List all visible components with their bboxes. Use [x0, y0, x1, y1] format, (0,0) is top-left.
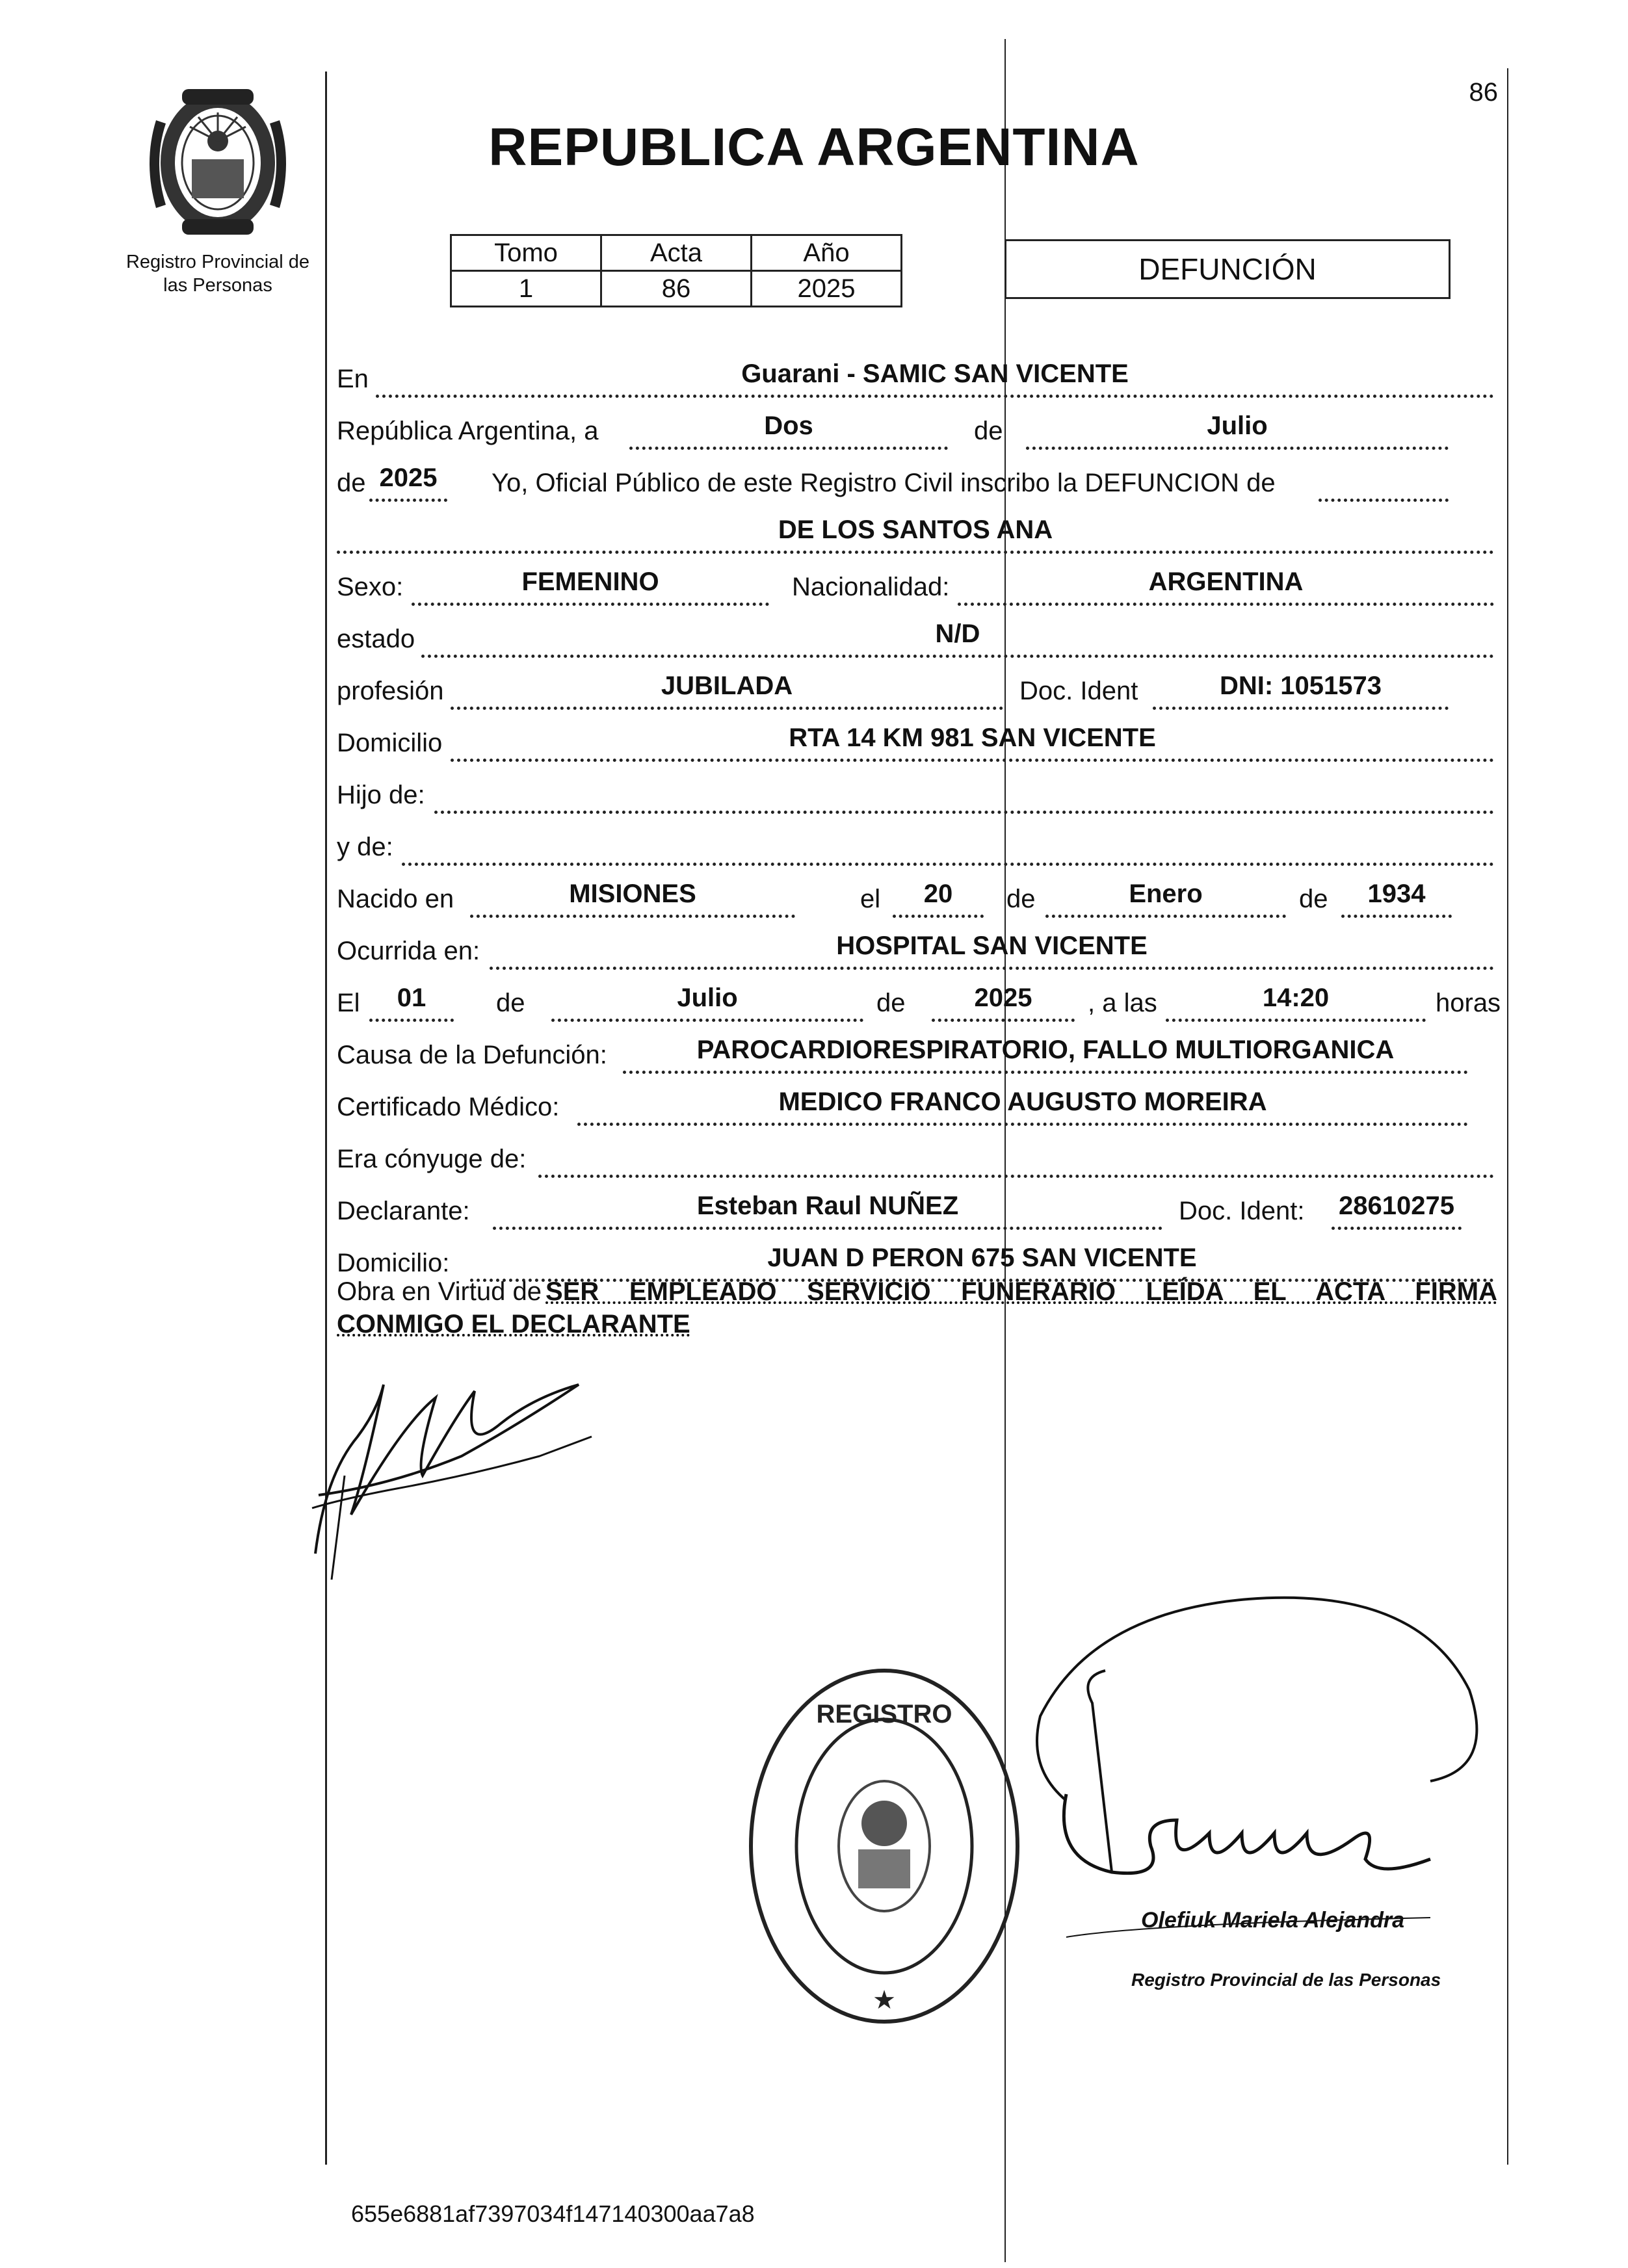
date-row [337, 411, 1494, 450]
declarant-row [337, 1191, 1494, 1230]
officer-signature-icon [1014, 1573, 1482, 1963]
occurred-field: HOSPITAL SAN VICENTE [490, 933, 1494, 970]
declarant-doc-label: Doc. Ident: [1179, 1197, 1305, 1225]
civil-status-label: estado [337, 625, 415, 653]
civil-status-field: N/D [421, 621, 1494, 658]
occurred-label: Ocurrida en: [337, 937, 480, 965]
death-el-label: El [337, 989, 360, 1017]
born-year-field: 1934 [1341, 881, 1452, 918]
cause-row [337, 1035, 1494, 1074]
death-date-row [337, 983, 1501, 1022]
nationality-label: Nacionalidad: [792, 573, 950, 601]
spouse-field [538, 1141, 1494, 1178]
left-margin-rule [325, 72, 327, 2165]
occurred-row [337, 931, 1494, 970]
declarant-signature-icon [306, 1346, 605, 1593]
record-table [450, 234, 902, 307]
born-label: Nacido en [337, 885, 454, 913]
year-row [337, 463, 1494, 502]
and-of-field [402, 829, 1494, 866]
address-label: Domicilio [337, 729, 443, 757]
day-field: Dos [629, 413, 948, 450]
officer-registry-stamp: Registro Provincial de las Personas [1131, 1970, 1441, 1990]
born-de1-label: de [1006, 885, 1036, 913]
year-field: 2025 [369, 465, 447, 502]
cause-label: Causa de la Defunción: [337, 1041, 607, 1069]
civil-status-row [337, 619, 1494, 658]
death-day-field: 01 [369, 985, 454, 1022]
month-field: Julio [1026, 413, 1449, 450]
place-label: En [337, 365, 369, 393]
acta-value: 86 [601, 271, 752, 307]
document-hash-code: 655e6881af7397034f147140300aa7a8 [351, 2200, 755, 2227]
document-type-box: DEFUNCIÓN [1004, 239, 1451, 299]
profession-label: profesión [337, 677, 444, 705]
born-day-field: 20 [893, 881, 984, 918]
inscribe-text: Yo, Oficial Público de este Registro Civil inscribo la DEFUNCION de [492, 469, 1276, 497]
inscribe-trailing-field [1319, 465, 1449, 502]
born-el-label: el [860, 885, 881, 913]
virtue-line-1 [337, 1275, 1497, 1308]
svg-text:★: ★ [873, 1986, 896, 2014]
spouse-label: Era cónyuge de: [337, 1145, 527, 1173]
de-label: de [974, 417, 1003, 445]
time-label: , a las [1088, 989, 1157, 1017]
and-of-label: y de: [337, 833, 393, 861]
year-label: de [337, 469, 366, 497]
place-field: Guarani - SAMIC SAN VICENTE [376, 361, 1494, 398]
declarant-doc-field: 28610275 [1332, 1193, 1462, 1230]
spouse-row [337, 1139, 1494, 1178]
profession-field: JUBILADA [451, 673, 1003, 710]
anio-header: Año [752, 235, 902, 271]
anio-value: 2025 [752, 271, 902, 307]
tomo-header: Tomo [451, 235, 601, 271]
svg-text:REGISTRO: REGISTRO [816, 1700, 952, 1728]
death-de2-label: de [876, 989, 906, 1017]
virtue-value-line1: SER EMPLEADO SERVICIO FUNERARIO LEÍDA EL ACTA FIRMA [545, 1277, 1497, 1306]
and-of-row [337, 827, 1494, 866]
sex-field: FEMENINO [412, 569, 769, 606]
declarant-field: Esteban Raul NUÑEZ [493, 1193, 1162, 1230]
hours-label: horas [1436, 989, 1501, 1017]
date-label: República Argentina, a [337, 417, 599, 445]
tomo-value: 1 [451, 271, 601, 307]
officer-name-stamp: Olefiuk Mariela Alejandra [1141, 1908, 1404, 1933]
virtue-value-line2: CONMIGO EL DECLARANTE [337, 1310, 690, 1338]
sex-nationality-row [337, 567, 1494, 606]
born-place-field: MISIONES [470, 881, 795, 918]
record-header-row [451, 235, 902, 271]
virtue-label: Obra en Virtud de [337, 1277, 542, 1306]
death-month-field: Julio [551, 985, 863, 1022]
doc-label: Doc. Ident [1019, 677, 1138, 705]
sex-label: Sexo: [337, 573, 404, 601]
declarant-address-label: Domicilio: [337, 1249, 450, 1277]
right-margin-rule [1507, 68, 1508, 2165]
official-seal-icon [741, 1661, 1027, 2031]
death-year-field: 2025 [932, 985, 1075, 1022]
page-number: 86 [1469, 78, 1498, 107]
certificate-field: MEDICO FRANCO AUGUSTO MOREIRA [577, 1089, 1468, 1126]
profession-row [337, 671, 1494, 710]
cause-field: PAROCARDIORESPIRATORIO, FALLO MULTIORGANICA [623, 1037, 1468, 1074]
record-value-row [451, 271, 902, 307]
child-of-row [337, 775, 1494, 814]
child-of-field [434, 777, 1494, 814]
acta-header: Acta [601, 235, 752, 271]
address-row [337, 723, 1494, 762]
born-month-field: Enero [1045, 881, 1286, 918]
country-title: REPUBLICA ARGENTINA [488, 118, 1140, 177]
doc-field: DNI: 1051573 [1153, 673, 1449, 710]
declarant-address-field: JUAN D PERON 675 SAN VICENTE [470, 1245, 1494, 1282]
death-de1-label: de [496, 989, 525, 1017]
birth-row [337, 879, 1494, 918]
deceased-name-field: DE LOS SANTOS ANA [337, 517, 1494, 554]
address-field: RTA 14 KM 981 SAN VICENTE [451, 725, 1494, 762]
declarant-label: Declarante: [337, 1197, 470, 1225]
registry-label: Registro Provincial de las Personas [125, 252, 310, 296]
deceased-name-row [337, 515, 1494, 554]
certificate-row [337, 1087, 1494, 1126]
virtue-block [337, 1275, 1497, 1340]
born-de2-label: de [1299, 885, 1328, 913]
child-of-label: Hijo de: [337, 781, 425, 809]
death-time-field: 14:20 [1166, 985, 1426, 1022]
nationality-field: ARGENTINA [958, 569, 1494, 606]
certificate-label: Certificado Médico: [337, 1093, 560, 1121]
place-row [337, 359, 1494, 398]
